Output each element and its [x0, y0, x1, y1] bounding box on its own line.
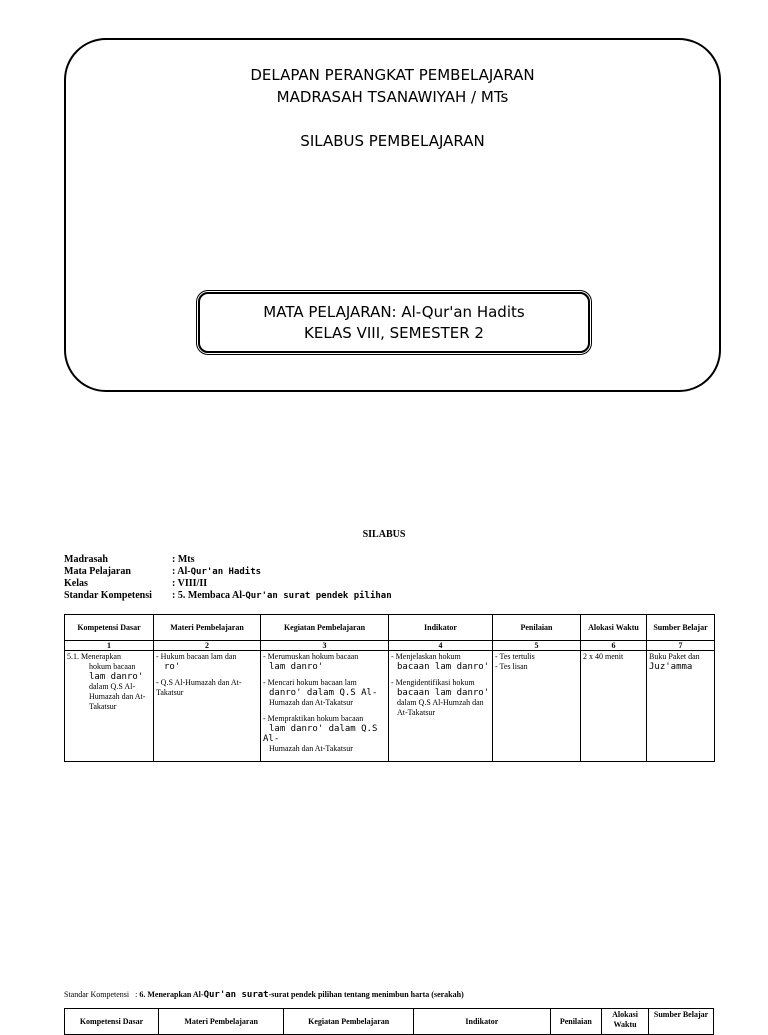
- meta-value-hand: Qur'an Hadits: [190, 567, 262, 577]
- cell-penilaian: [493, 651, 581, 762]
- meta-label: Madrasah: [64, 554, 108, 565]
- meta-row-mapel: [64, 566, 392, 578]
- kegiatan-text: - Merumuskan hokum bacaan: [263, 652, 359, 661]
- cell-kompetensi: [65, 651, 154, 762]
- kegiatan-text: Humazah dan At-Takatsur: [269, 698, 353, 707]
- kegiatan-item: [263, 652, 386, 672]
- table-row: [65, 651, 715, 762]
- header-penilaian: Penilaian: [550, 1009, 601, 1035]
- kd-text: dalam Q.S Al-Humazah dan At-Takatsur: [89, 682, 146, 711]
- subject-box: [198, 292, 590, 353]
- kegiatan-text: - Mempraktikan hokum bacaan: [263, 714, 364, 723]
- indikator-text: dalam Q.S Al-Humzah dan At-Takatsur: [397, 698, 484, 717]
- section2-text: 6. Menerapkan Al-: [139, 990, 204, 999]
- penilaian-item: - Tes lisan: [495, 662, 528, 671]
- meta-value: : Mts: [172, 554, 195, 565]
- header-kompetensi: Kompetensi Dasar: [65, 1009, 159, 1035]
- indikator-hand: bacaan lam danro': [397, 662, 490, 672]
- header-indikator: Indikator: [414, 1009, 551, 1035]
- section2-label: Standar Kompetensi: [64, 990, 130, 999]
- materi-hand: ro': [164, 662, 181, 672]
- silabus-table: [64, 614, 715, 762]
- section2-text: -surat pendek pilihan tentang menimbun harta (serakah): [268, 990, 464, 999]
- header-kegiatan: Kegiatan Pembelajaran: [261, 615, 389, 641]
- materi-text: - Hukum bacaan lam dan: [156, 652, 237, 661]
- meta-label: Kelas: [64, 578, 88, 589]
- section2-colon: :: [135, 990, 138, 999]
- indikator-hand: bacaan lam danro': [397, 688, 490, 698]
- header-alokasi: Alokasi Waktu: [602, 1009, 649, 1035]
- table-header-row: [65, 615, 715, 641]
- col-number: 2: [154, 641, 261, 651]
- col-number: 1: [65, 641, 154, 651]
- kegiatan-text: - Mencari hokum bacaan lam: [263, 678, 357, 687]
- cover-title-line1: DELAPAN PERANGKAT PEMBELAJARAN: [250, 66, 535, 84]
- meta-block: [64, 554, 392, 602]
- meta-value: : 5. Membaca Al-: [172, 590, 246, 601]
- kd-text: hokum bacaan: [89, 662, 136, 671]
- silabus-table-2: [64, 1008, 714, 1035]
- class-line: KELAS VIII, SEMESTER 2: [304, 324, 484, 342]
- col-number: 4: [389, 641, 493, 651]
- sumber-text: Buku Paket dan: [649, 652, 700, 661]
- section2-hand: Qur'an surat: [203, 990, 269, 1000]
- cover-title-line2: MADRASAH TSANAWIYAH / MTs: [276, 88, 509, 106]
- indikator-item: [391, 678, 490, 718]
- kegiatan-item: [263, 714, 386, 754]
- kd-text: 5.1. Menerapkan: [67, 652, 121, 661]
- materi-text: - Q.S Al-Humazah dan At-Takatsur: [156, 678, 242, 697]
- cell-alokasi: 2 x 40 menit: [581, 651, 647, 762]
- header-materi: Materi Pembelajaran: [154, 615, 261, 641]
- cell-indikator: [389, 651, 493, 762]
- cell-materi: [154, 651, 261, 762]
- meta-value: : Al-: [172, 566, 191, 577]
- sumber-hand: Juz'amma: [649, 662, 693, 672]
- kegiatan-item: [263, 678, 386, 708]
- header-alokasi: Alokasi Waktu: [581, 615, 647, 641]
- indikator-text: - Menjelaskan hokum: [391, 652, 461, 661]
- kegiatan-text: Humazah dan At-Takatsur: [269, 744, 353, 753]
- header-penilaian: Penilaian: [493, 615, 581, 641]
- silabus-heading: SILABUS: [362, 529, 406, 540]
- meta-row-madrasah: [64, 554, 392, 566]
- penilaian-item: - Tes tertulis: [495, 652, 535, 661]
- meta-label: Mata Pelajaran: [64, 566, 131, 577]
- subject-line: MATA PELAJARAN: Al-Qur'an Hadits: [263, 303, 525, 321]
- col-number: 7: [647, 641, 715, 651]
- kegiatan-hand: lam danro': [269, 662, 324, 672]
- indikator-item: [391, 652, 490, 672]
- table-number-row: [65, 641, 715, 651]
- cell-sumber: [647, 651, 715, 762]
- header-materi: Materi Pembelajaran: [158, 1009, 283, 1035]
- col-number: 3: [261, 641, 389, 651]
- cell-kegiatan: [261, 651, 389, 762]
- meta-row-sk: [64, 590, 392, 602]
- table-header-row: [65, 1009, 714, 1035]
- kegiatan-hand: danro' dalam Q.S Al-: [269, 688, 378, 698]
- cover-title-line3: SILABUS PEMBELAJARAN: [300, 132, 485, 150]
- header-kegiatan: Kegiatan Pembelajaran: [284, 1009, 414, 1035]
- header-sumber: Sumber Belajar: [649, 1009, 714, 1035]
- materi-item: [156, 652, 258, 672]
- header-kompetensi: Kompetensi Dasar: [65, 615, 154, 641]
- col-number: 5: [493, 641, 581, 651]
- meta-row-kelas: [64, 578, 392, 590]
- kegiatan-hand: lam danro' dalam Q.S Al-: [263, 724, 378, 744]
- header-indikator: Indikator: [389, 615, 493, 641]
- header-sumber: Sumber Belajar: [647, 615, 715, 641]
- col-number: 6: [581, 641, 647, 651]
- meta-value-hand: Qur'an surat pendek pilihan: [245, 591, 392, 601]
- indikator-text: - Mengidentifikasi hokum: [391, 678, 475, 687]
- section2-standar-kompetensi: [64, 990, 464, 1000]
- meta-label: Standar Kompetensi: [64, 590, 152, 601]
- meta-value: : VIII/II: [172, 578, 208, 589]
- kd-hand: lam danro': [89, 672, 144, 682]
